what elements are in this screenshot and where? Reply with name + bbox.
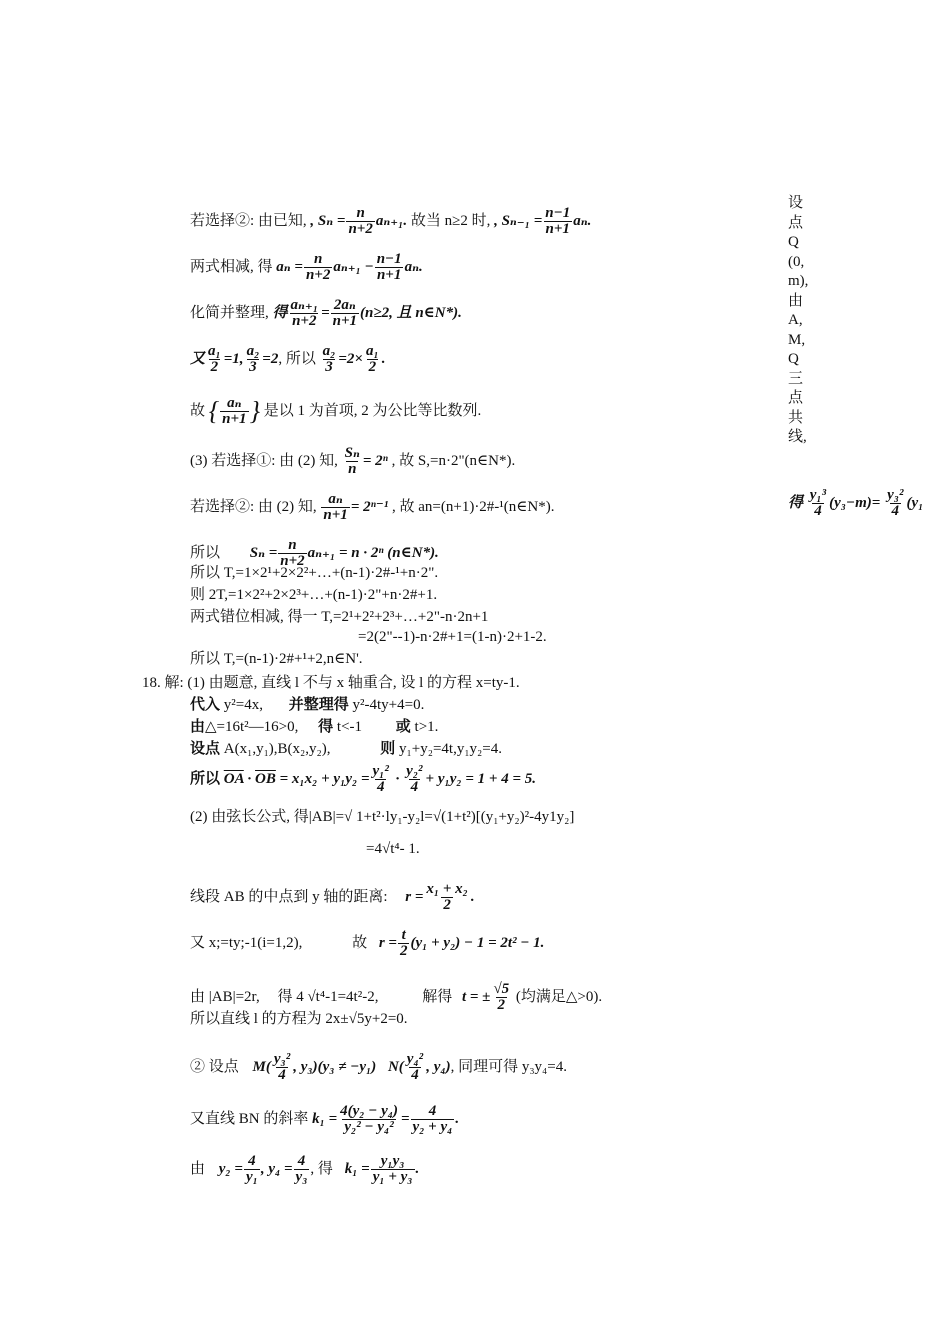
line-chord-length: (2) 由弦长公式, 得|AB|=√ 1+t²·ly₁-y₂l=√(1+t²)[(y₁+y₂)²-4y1y₂]	[190, 809, 575, 825]
formula-sn-result: Sₙ = $\frac{n}{n+2}$ aₙ₊₁ = n · 2ⁿ (n∈N*).	[249, 537, 439, 569]
line-choice-2-intro: 若选择②: 由已知, , Sₙ = $\frac{n}{n+2}$ aₙ₊₁. 故当 n≥2 时, , Sₙ₋₁ = $\frac{n-1}{n+1}$ aₙ.	[190, 205, 592, 237]
line-chord-result: =4√t⁴- 1.	[366, 841, 420, 857]
line-problem-18: 18. 解: (1) 由题意, 直线 l 不与 x 轴重合, 设 l 的方程 x=ty-1.	[142, 675, 520, 691]
line-part3-choice-2: 若选择②: 由 (2) 知, $\frac{\text{aₙ}}{n+1}$ = 2ⁿ⁻¹ , 故 an=(n+1)·2#-¹(n∈N*).	[190, 491, 555, 523]
formula-point-n: N( $\frac{\text{y₄²}}{4}$ , y₄)	[387, 1051, 451, 1083]
line-k1-simplify: 由 y₂ = $\frac{4}{\text{y₁}}$ , y₄ = $\frac{4}{\text{y₃}}$ , 得 k₁ = $\frac{\text{y₁y₃}}{\text{y₁ + y₃}}$ .	[190, 1153, 420, 1185]
line-equation-l: 所以直线 l 的方程为 2x±√5y+2=0.	[190, 1011, 408, 1027]
line-midpoint-distance: 线段 AB 的中点到 y 轴的距离: r = $\frac{\text{x₁ + x₂}}{2}$ .	[190, 881, 475, 913]
formula-sn-minus-1: , Sₙ₋₁ = $\frac{n-1}{n+1}$ aₙ.	[494, 205, 592, 237]
line-dot-product: 所以 $\overline{OA} \cdot \overline{OB} = x_1x_2 + y_1y_2$ = $\frac{\text{y₁²}}{4}$ · $\frac{\text{y₂²}}{4}$ + y₁y₂ = 1 + 4 = 5.	[190, 763, 537, 795]
formula-braced-sequence: { $\frac{\text{aₙ}}{n+1}$ }	[208, 395, 260, 427]
line-sn-formula: 所以 Sₙ = $\frac{n}{n+2}$ aₙ₊₁ = n · 2ⁿ (n∈N*).	[190, 537, 439, 569]
line-2tn-sum: 则 2T,=1×2²+2×2³+…+(n-1)·2"+n·2#+1.	[190, 587, 438, 603]
formula-r-value: r = $\frac{t}{2}$ (y₁ + y₂) − 1 = 2t² − 1.	[378, 927, 545, 959]
line-set-points: 设点 A(x₁,y₁),B(x₂,y₂), 则 y₁+y₂=4t,y₁y₂=4.	[190, 741, 502, 757]
formula-initial-ratio: $\frac{\text{a₂}}{3}$ =2× $\frac{\text{a₁}}{2}$ .	[322, 343, 386, 375]
side-frac-2: $\frac{\text{y₃²}}{4}$	[887, 487, 904, 519]
formula-sn-over-n: $\frac{\text{Sₙ}}{n}$ = 2ⁿ	[344, 445, 388, 477]
formula-sn: , Sₙ = $\frac{n}{n+2}$ aₙ₊₁.	[310, 205, 408, 237]
formula-ratio: 得 $\frac{\text{aₙ₊₁}}{n+2}$ = $\frac{\text{2aₙ}}{n+1}$ (n≥2, 且 n∈N*).	[272, 297, 462, 329]
formula-k1: k₁ = $\frac{\text{4(y₂ − y₄)}}{\text{y₂² − y₄²}}$ = $\frac{4}{\text{y₂ + y₄}}$ .	[312, 1103, 460, 1135]
side-formula-prefix: 得	[788, 494, 804, 511]
formula-point-m: M( $\frac{\text{y₃²}}{4}$ , y₃)(y₃ ≠ −y₁)	[252, 1051, 377, 1083]
line-simplify: 化简并整理, 得 $\frac{\text{aₙ₊₁}}{n+2}$ = $\frac{\text{2aₙ}}{n+1}$ (n≥2, 且 n∈N*).	[190, 297, 462, 329]
formula-an: aₙ = $\frac{n}{n+2}$ aₙ₊₁ − $\frac{n-1}{n+1}$ aₙ.	[276, 251, 423, 283]
line-set-mn: ② 设点 M( $\frac{\text{y₃²}}{4}$ , y₃)(y₃ ≠ −y₁) N( $\frac{\text{y₄²}}{4}$ , y₄), 同理可得 y₃y₄=4.	[190, 1051, 567, 1083]
line-tn-sum: 所以 T,=1×2¹+2×2²+…+(n-1)·2#-¹+n·2".	[190, 565, 439, 581]
formula-initial: 又 $\frac{\text{a₁}}{2}$ =1, $\frac{\text{a₂}}{3}$ =2	[190, 343, 279, 375]
formula-r: r = $\frac{\text{x₁ + x₂}}{2}$ .	[405, 881, 475, 913]
line-subtract: 两式相减, 得 aₙ = $\frac{n}{n+2}$ aₙ₊₁ − $\frac{n-1}{n+1}$ aₙ.	[190, 251, 423, 283]
line-solve-t: 由 |AB|=2r, 得 4 √t⁴-1=4t²-2, 解得 t = ± $\frac{√5}{2}$ (均满足△>0).	[190, 981, 603, 1013]
formula-k1-result: k₁ = $\frac{\text{y₁y₃}}{\text{y₁ + y₃}}$ .	[344, 1153, 420, 1185]
formula-an-over-n1: $\frac{\text{aₙ}}{n+1}$ = 2ⁿ⁻¹	[323, 491, 389, 523]
line-dislocation-result: =2(2"--1)-n·2#+1=(1-n)·2+1-2.	[358, 629, 547, 645]
line-slope-bn: 又直线 BN 的斜率 k₁ = $\frac{\text{4(y₂ − y₄)}}{\text{y₂² − y₄²}}$ = $\frac{4}{\text{y₂ + y₄}}$ .	[190, 1103, 460, 1135]
line-r-value: 又 x;=ty;-1(i=1,2), 故 r = $\frac{t}{2}$ (y₁ + y₂) − 1 = 2t² − 1.	[190, 927, 545, 959]
line-dislocation-subtract: 两式错位相减, 得一 T,=2¹+2²+2³+…+2"-n·2n+1	[190, 609, 489, 625]
line-discriminant: 由△=16t²—16>0, 得 t<-1 或 t>1.	[190, 719, 439, 735]
side-formula: 得 $\frac{\text{y₁³}}{4}$ (y₃−m)= $\frac{\text{y₃²}}{4}$ (y₁	[788, 487, 924, 519]
line-initial-values: 又 $\frac{\text{a₁}}{2}$ =1, $\frac{\text{a₂}}{3}$ =2, 所以 $\frac{\text{a₂}}{3}$ =2× $\frac{\text{a₁}}{2}$ .	[190, 343, 386, 375]
formula-dot-product: $\overline{OA} \cdot \overline{OB} = x_1x_2 + y_1y_2$ = $\frac{\text{y₁²}}{4}$ · $\frac{\text{y₂²}}{4}$ + y₁y₂ = 1 + 4 = 5.	[223, 763, 537, 795]
formula-t-value: t = ± $\frac{√5}{2}$	[461, 981, 510, 1013]
line-part3-choice-1: (3) 若选择①: 由 (2) 知, $\frac{\text{Sₙ}}{n}$ = 2ⁿ , 故 S,=n·2"(n∈N*).	[190, 445, 516, 477]
line-geometric-sequence: 故 { $\frac{\text{aₙ}}{n+1}$ } 是以 1 为首项, 2 为公比等比数列.	[190, 395, 482, 427]
line-substitute: 代入 y²=4x, 并整理得 y²-4ty+4=0.	[190, 697, 425, 713]
side-frac-1: $\frac{\text{y₁³}}{4}$	[809, 487, 827, 519]
line-tn-result: 所以 T,=(n-1)·2#+¹+2,n∈N'.	[190, 651, 363, 667]
formula-y2-y4: y₂ = $\frac{4}{\text{y₁}}$ , y₄ = $\frac{4}{\text{y₃}}$	[218, 1153, 308, 1185]
side-column-text: 设点Q(0,m),由A,M,Q三点共线,	[788, 195, 809, 445]
